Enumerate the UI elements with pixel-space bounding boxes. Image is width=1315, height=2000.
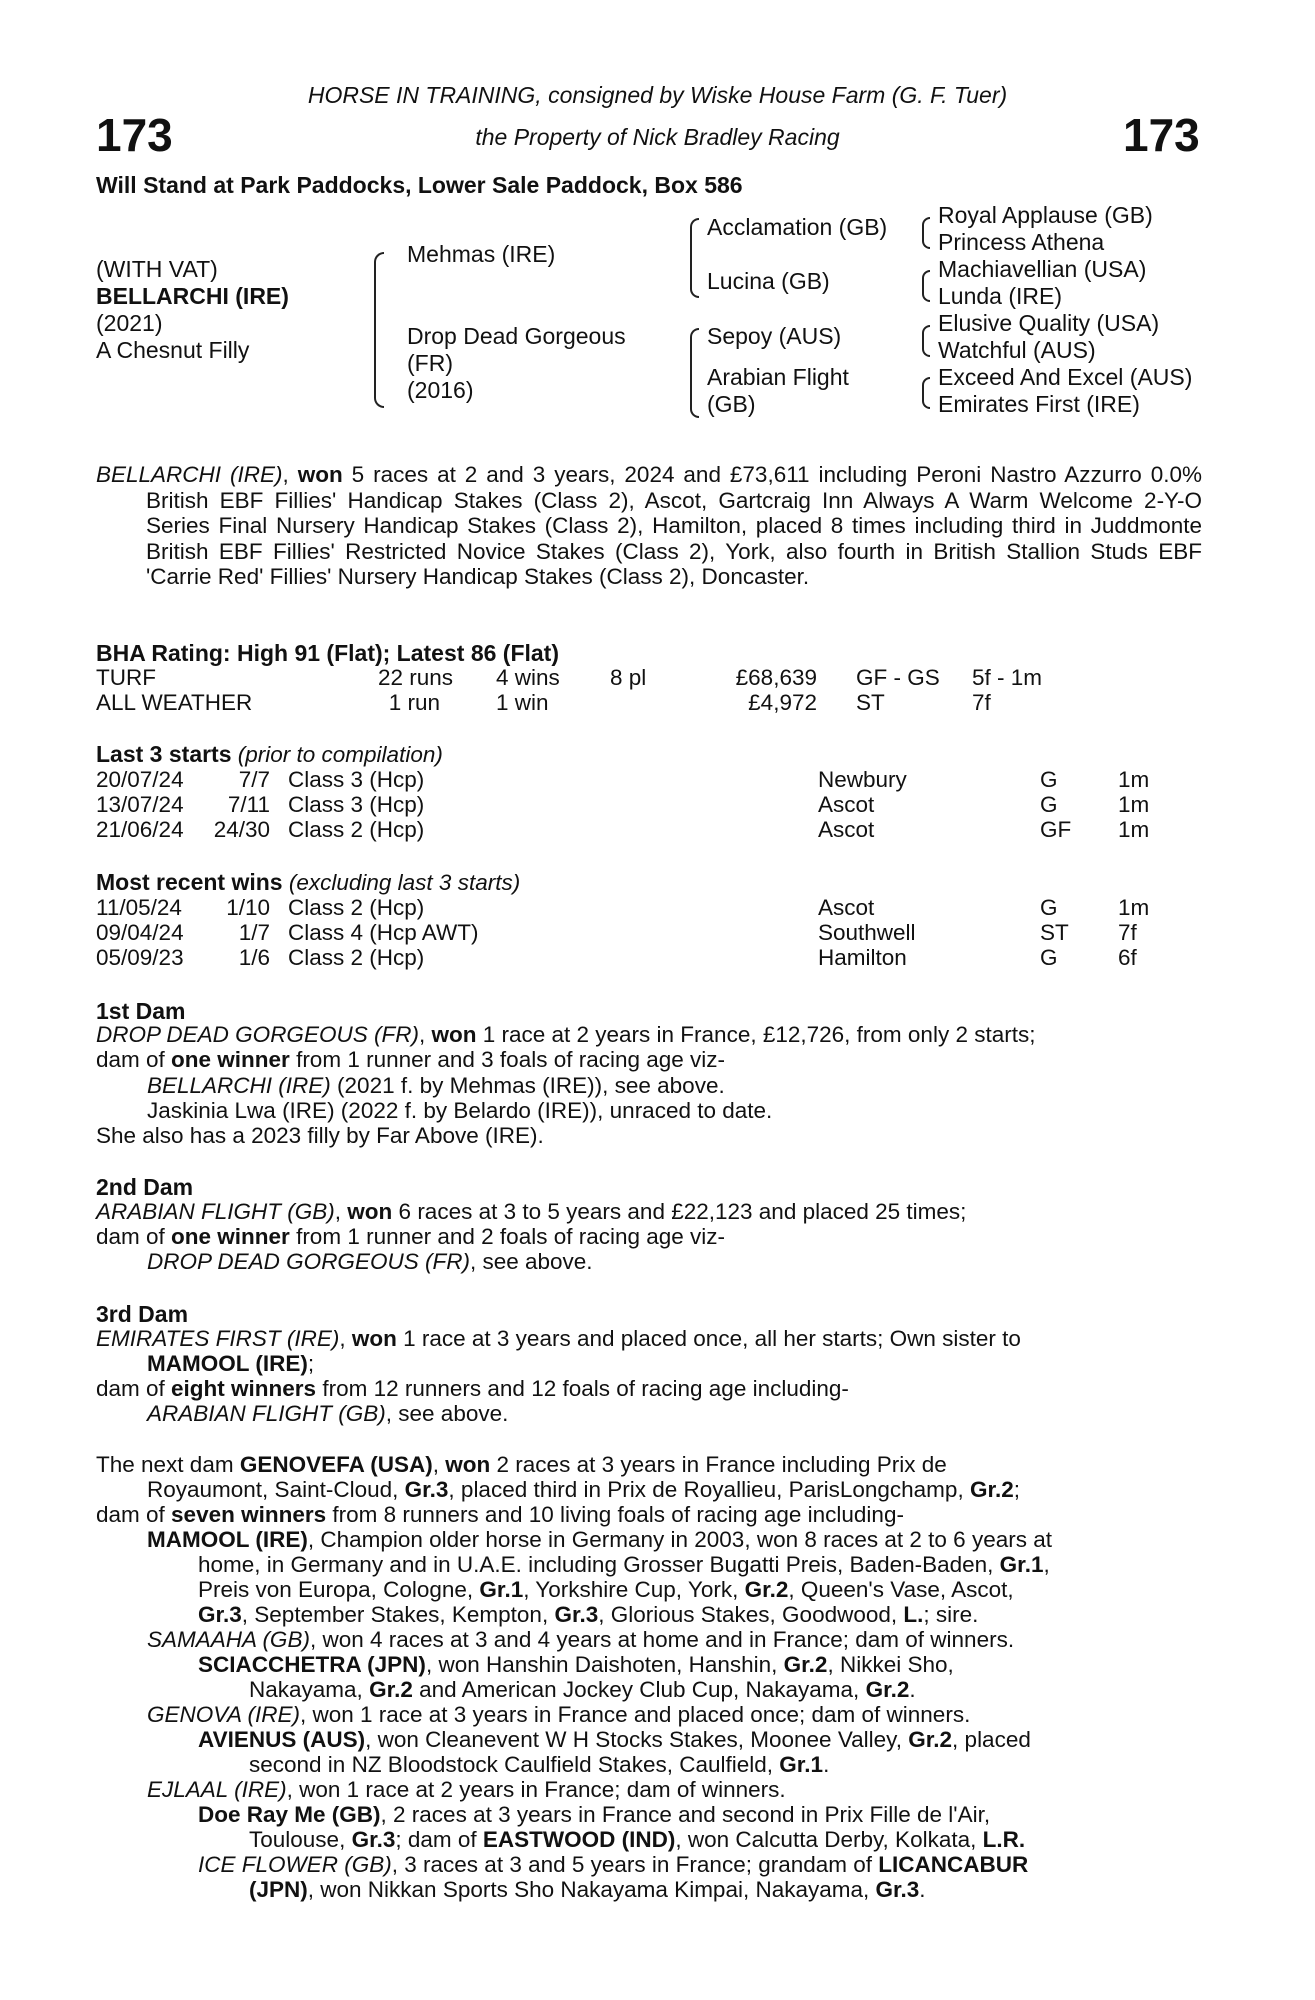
doe-ray-me-line1: Doe Ray Me (GB), 2 races at 3 years in France and second in Prix Fille de l'Air, xyxy=(198,1802,991,1827)
recent-win-dist: 6f xyxy=(1118,945,1137,970)
recent-win-going: G xyxy=(1040,945,1058,970)
dam3-line3: dam of eight winners from 12 runners and 12 foals of racing age including- xyxy=(96,1376,849,1401)
last-starts-note: (prior to compilation) xyxy=(231,742,443,767)
pedigree-brace-gen1 xyxy=(374,252,384,408)
lot-number-left: 173 xyxy=(96,109,173,161)
pedigree-brace-dam xyxy=(690,328,699,418)
last-start-race: Class 3 (Hcp) xyxy=(288,792,425,817)
recent-win-going: ST xyxy=(1040,920,1069,945)
dam3-heading: 3rd Dam xyxy=(96,1301,189,1327)
pedigree-brace-dd xyxy=(922,377,930,409)
samaaha-line: SAMAAHA (GB), won 4 races at 3 and 4 years at home and in France; dam of winners. xyxy=(147,1627,1015,1652)
last-start-dist: 1m xyxy=(1118,767,1150,792)
pedigree-sire: Mehmas (IRE) xyxy=(407,241,556,267)
lot-number-right: 173 xyxy=(1123,109,1200,161)
pedigree-brace-ds xyxy=(922,325,930,357)
bha-wins: 1 win xyxy=(496,690,549,715)
bha-wins: 4 wins xyxy=(496,665,560,690)
next-dam-line2: Royaumont, Saint-Cloud, Gr.3, placed third in Prix de Royallieu, ParisLongchamp, Gr.2; xyxy=(147,1477,1020,1502)
recent-win-race: Class 4 (Hcp AWT) xyxy=(288,920,479,945)
bha-going: ST xyxy=(856,690,885,715)
bha-prize: £68,639 xyxy=(735,665,817,690)
pedigree-ddd: Emirates First (IRE) xyxy=(938,391,1140,417)
genova-line: GENOVA (IRE), won 1 race at 3 years in France and placed once; dam of winners. xyxy=(147,1702,971,1727)
doe-ray-me-line2: Toulouse, Gr.3; dam of EASTWOOD (IND), won Calcutta Derby, Kolkata, L.R. xyxy=(249,1827,1026,1852)
recent-win-course: Hamilton xyxy=(818,945,907,970)
bha-heading: BHA Rating: High 91 (Flat); Latest 86 (Flat) xyxy=(96,640,559,666)
dam2-offspring-1: DROP DEAD GORGEOUS (FR), see above. xyxy=(147,1249,593,1274)
bha-distance: 7f xyxy=(972,690,991,715)
summary-horse-name: BELLARCHI (IRE) xyxy=(96,462,283,487)
ice-flower-line2: (JPN), won Nikkan Sports Sho Nakayama Kimpai, Nakayama, Gr.3. xyxy=(249,1877,926,1902)
recent-wins-heading xyxy=(96,870,520,896)
mamool-line3: Preis von Europa, Cologne, Gr.1, Yorkshire Cup, York, Gr.2, Queen's Vase, Ascot, xyxy=(198,1577,1014,1602)
recent-win-course: Southwell xyxy=(818,920,916,945)
mamool-line4: Gr.3, September Stakes, Kempton, Gr.3, Glorious Stakes, Goodwood, L.; sire. xyxy=(198,1602,979,1627)
next-dam-line3: dam of seven winners from 8 runners and 10 living foals of racing age including- xyxy=(96,1502,904,1527)
recent-win-date: 09/04/24 xyxy=(96,920,184,945)
dam2-line1: ARABIAN FLIGHT (GB), won 6 races at 3 to 5 years and £22,123 and placed 25 times; xyxy=(96,1199,967,1224)
last-start-pos: 7/11 xyxy=(227,792,270,817)
dam3-line1: EMIRATES FIRST (IRE), won 1 race at 3 years and placed once, all her starts; Own sister to xyxy=(96,1326,1021,1351)
recent-win-dist: 1m xyxy=(1118,895,1150,920)
pedigree-brace-sire xyxy=(690,218,699,298)
horse-name: BELLARCHI (IRE) xyxy=(96,283,289,309)
recent-win-date: 11/05/24 xyxy=(96,895,182,920)
last-start-course: Ascot xyxy=(818,792,875,817)
sciacchetra-line2: Nakayama, Gr.2 and American Jockey Club Cup, Nakayama, Gr.2. xyxy=(249,1677,916,1702)
last-start-dist: 1m xyxy=(1118,817,1150,842)
horse-year: (2021) xyxy=(96,310,163,336)
pedigree-sds: Machiavellian (USA) xyxy=(938,256,1147,282)
last-start-course: Newbury xyxy=(818,767,907,792)
avienus-line2: second in NZ Bloodstock Caulfield Stakes, Caulfield, Gr.1. xyxy=(249,1752,830,1777)
summary-won: won xyxy=(297,462,343,487)
bha-going: GF - GS xyxy=(856,665,940,690)
bha-runs: 1 run xyxy=(388,690,440,715)
bha-prize: £4,972 xyxy=(748,690,817,715)
pedigree-dsd: Watchful (AUS) xyxy=(938,337,1096,363)
last-start-course: Ascot xyxy=(818,817,875,842)
header-property: the Property of Nick Bradley Racing xyxy=(475,124,840,150)
dam2-heading: 2nd Dam xyxy=(96,1174,194,1200)
pedigree-dss: Elusive Quality (USA) xyxy=(938,310,1160,336)
dam2-line2: dam of one winner from 1 runner and 2 foals of racing age viz- xyxy=(96,1224,726,1249)
pedigree-dam-line3: (2016) xyxy=(407,377,474,403)
next-dam-line1: The next dam GENOVEFA (USA), won 2 races at 3 years in France including Prix de xyxy=(96,1452,947,1477)
pedigree-sdd: Lunda (IRE) xyxy=(938,283,1063,309)
last-starts-title: Last 3 starts xyxy=(96,741,232,767)
pedigree-dam-dam-line2: (GB) xyxy=(707,391,756,417)
last-start-dist: 1m xyxy=(1118,792,1150,817)
ice-flower-line1: ICE FLOWER (GB), 3 races at 3 and 5 years in France; grandam of LICANCABUR xyxy=(198,1852,1029,1877)
recent-win-dist: 7f xyxy=(1118,920,1137,945)
horse-description: A Chesnut Filly xyxy=(96,337,250,363)
dam3-line2: MAMOOL (IRE); xyxy=(147,1351,315,1376)
mamool-line2: home, in Germany and in U.A.E. including Grosser Bugatti Preis, Baden-Baden, Gr.1, xyxy=(198,1552,1050,1577)
recent-win-pos: 1/6 xyxy=(238,945,270,970)
dam1-line1: DROP DEAD GORGEOUS (FR), won 1 race at 2 years in France, £12,726, from only 2 starts; xyxy=(96,1022,1036,1047)
last-start-date: 13/07/24 xyxy=(96,792,184,817)
bha-surface: TURF xyxy=(96,665,156,690)
recent-wins-title: Most recent wins xyxy=(96,869,283,895)
pedigree-ssd: Princess Athena xyxy=(938,229,1105,255)
recent-win-course: Ascot xyxy=(818,895,875,920)
recent-wins-note: (excluding last 3 starts) xyxy=(282,870,521,895)
recent-win-pos: 1/7 xyxy=(238,920,270,945)
pedigree-sss: Royal Applause (GB) xyxy=(938,202,1153,228)
pedigree-sire-sire: Acclamation (GB) xyxy=(707,214,888,240)
dam1-offspring-2: Jaskinia Lwa (IRE) (2022 f. by Belardo (IRE)), unraced to date. xyxy=(147,1098,773,1123)
recent-win-going: G xyxy=(1040,895,1058,920)
last-start-going: GF xyxy=(1040,817,1072,842)
ejlaal-line: EJLAAL (IRE), won 1 race at 2 years in France; dam of winners. xyxy=(147,1777,786,1802)
recent-win-date: 05/09/23 xyxy=(96,945,184,970)
stand-info: Will Stand at Park Paddocks, Lower Sale Paddock, Box 586 xyxy=(96,172,743,198)
last-start-race: Class 2 (Hcp) xyxy=(288,817,425,842)
pedigree-dam-dam-line1: Arabian Flight xyxy=(707,364,849,390)
last-start-going: G xyxy=(1040,767,1058,792)
bha-placed: 8 pl xyxy=(610,665,647,690)
avienus-line1: AVIENUS (AUS), won Cleanevent W H Stocks Stakes, Moonee Valley, Gr.2, placed xyxy=(198,1727,1031,1752)
horse-vat: (WITH VAT) xyxy=(96,256,218,282)
last-start-race: Class 3 (Hcp) xyxy=(288,767,425,792)
last-starts-heading xyxy=(96,742,443,768)
pedigree-dds: Exceed And Excel (AUS) xyxy=(938,364,1193,390)
pedigree-dam-sire: Sepoy (AUS) xyxy=(707,323,842,349)
dam1-note: She also has a 2023 filly by Far Above (IRE). xyxy=(96,1123,544,1148)
last-start-pos: 24/30 xyxy=(213,817,270,842)
summary-text: 5 races at 2 and 3 years, 2024 and £73,611 including Peroni Nastro Azzurro 0.0% British EBF Fillies' Handicap Stakes (Class 2), Ascot, Gartcraig Inn Always A Warm Welcome 2-Y-O Series Final Nursery Handicap Stakes (Class 2), Hamilton, placed 8 times including third in Juddmonte British EBF Fillies' Restricted Novice Stakes (Class 2), York, also fourth in British Stallion Studs EBF 'Carrie Red' Fillies' Nursery Handicap Stakes (Class 2), Doncaster. xyxy=(146,462,1202,589)
mamool-line1: MAMOOL (IRE), Champion older horse in Germany in 2003, won 8 races at 2 to 6 years at xyxy=(147,1527,1052,1552)
pedigree-dam-line1: Drop Dead Gorgeous xyxy=(407,323,626,349)
race-summary: BELLARCHI (IRE), won 5 races at 2 and 3 years, 2024 and £73,611 including Peroni Nastro Azzurro 0.0% British EBF Fillies' Handicap Stakes (Class 2), Ascot, Gartcraig Inn Always A Warm Welcome 2-Y-O Series Final Nursery Handicap Stakes (Class 2), Hamilton, placed 8 times including third in Juddmonte British EBF Fillies' Restricted Novice Stakes (Class 2), York, also fourth in British Stallion Studs EBF 'Carrie Red' Fillies' Nursery Handicap Stakes (Class 2), Doncaster. xyxy=(96,462,1202,589)
dam1-offspring-1: BELLARCHI (IRE) (2021 f. by Mehmas (IRE)), see above. xyxy=(147,1073,725,1098)
bha-runs: 22 runs xyxy=(377,665,453,690)
last-start-pos: 7/7 xyxy=(238,767,270,792)
bha-surface: ALL WEATHER xyxy=(96,690,253,715)
last-start-date: 20/07/24 xyxy=(96,767,184,792)
header-consignor: HORSE IN TRAINING, consigned by Wiske House Farm (G. F. Tuer) xyxy=(307,82,1008,108)
recent-win-race: Class 2 (Hcp) xyxy=(288,945,425,970)
last-start-going: G xyxy=(1040,792,1058,817)
pedigree-brace-sd xyxy=(922,270,930,302)
pedigree-brace-ss xyxy=(922,217,930,249)
dam1-line2: dam of one winner from 1 runner and 3 foals of racing age viz- xyxy=(96,1047,726,1072)
pedigree-dam-line2: (FR) xyxy=(407,350,453,376)
pedigree-sire-dam: Lucina (GB) xyxy=(707,268,830,294)
dam3-offspring-1: ARABIAN FLIGHT (GB), see above. xyxy=(147,1401,509,1426)
last-start-date: 21/06/24 xyxy=(96,817,184,842)
bha-distance: 5f - 1m xyxy=(972,665,1043,690)
dam1-heading: 1st Dam xyxy=(96,998,186,1024)
sciacchetra-line1: SCIACCHETRA (JPN), won Hanshin Daishoten, Hanshin, Gr.2, Nikkei Sho, xyxy=(198,1652,954,1677)
recent-win-race: Class 2 (Hcp) xyxy=(288,895,425,920)
recent-win-pos: 1/10 xyxy=(226,895,270,920)
